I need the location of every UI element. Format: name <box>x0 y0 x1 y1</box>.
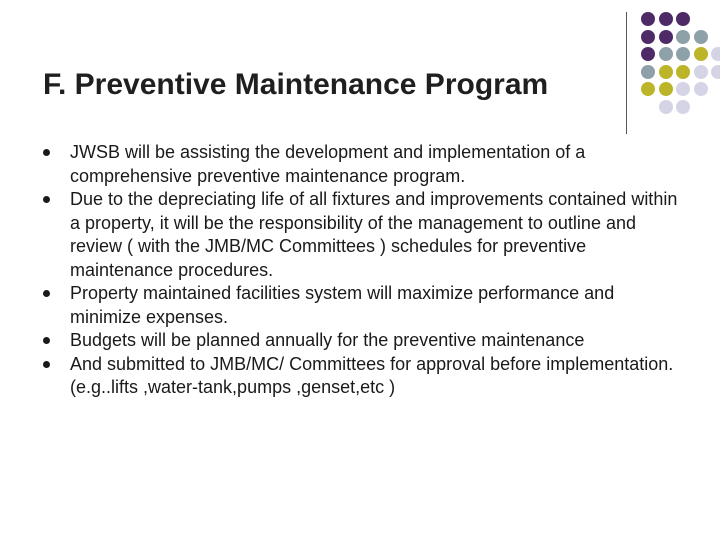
decorative-dot <box>676 12 690 26</box>
decorative-dot <box>676 100 690 114</box>
decorative-dot <box>694 82 708 96</box>
title-divider-line <box>626 12 627 134</box>
bullet-item: Budgets will be planned annually for the preventive maintenance <box>43 329 683 353</box>
decorative-dot <box>659 12 673 26</box>
decorative-dot <box>641 65 655 79</box>
bullet-item: JWSB will be assisting the development and implementation of a comprehensive preventive maintenance program. <box>43 141 683 188</box>
decorative-dot-grid <box>0 0 720 140</box>
decorative-dot <box>641 12 655 26</box>
decorative-dot <box>676 30 690 44</box>
decorative-dot <box>711 65 720 79</box>
decorative-dot <box>676 47 690 61</box>
decorative-dot <box>641 47 655 61</box>
bullet-list <box>43 141 683 400</box>
decorative-dot <box>659 82 673 96</box>
decorative-dot <box>659 30 673 44</box>
bullet-item: Due to the depreciating life of all fixtures and improvements contained within a property, it will be the responsibility of the management to outline and review ( with the JMB/MC Committees ) schedules for preventive maintenance procedures. <box>43 188 683 282</box>
decorative-dot <box>676 65 690 79</box>
slide-title: F. Preventive Maintenance Program <box>43 68 549 101</box>
decorative-dot <box>676 82 690 96</box>
bullet-item: Property maintained facilities system will maximize performance and minimize expenses. <box>43 282 683 329</box>
decorative-dot <box>659 65 673 79</box>
decorative-dot <box>694 65 708 79</box>
bullet-item: And submitted to JMB/MC/ Committees for approval before implementation. (e.g..lifts ,water-tank,pumps ,genset,etc ) <box>43 353 683 400</box>
decorative-dot <box>641 82 655 96</box>
decorative-dot <box>711 47 720 61</box>
decorative-dot <box>659 47 673 61</box>
decorative-dot <box>694 47 708 61</box>
decorative-dot <box>694 30 708 44</box>
decorative-dot <box>659 100 673 114</box>
decorative-dot <box>641 30 655 44</box>
